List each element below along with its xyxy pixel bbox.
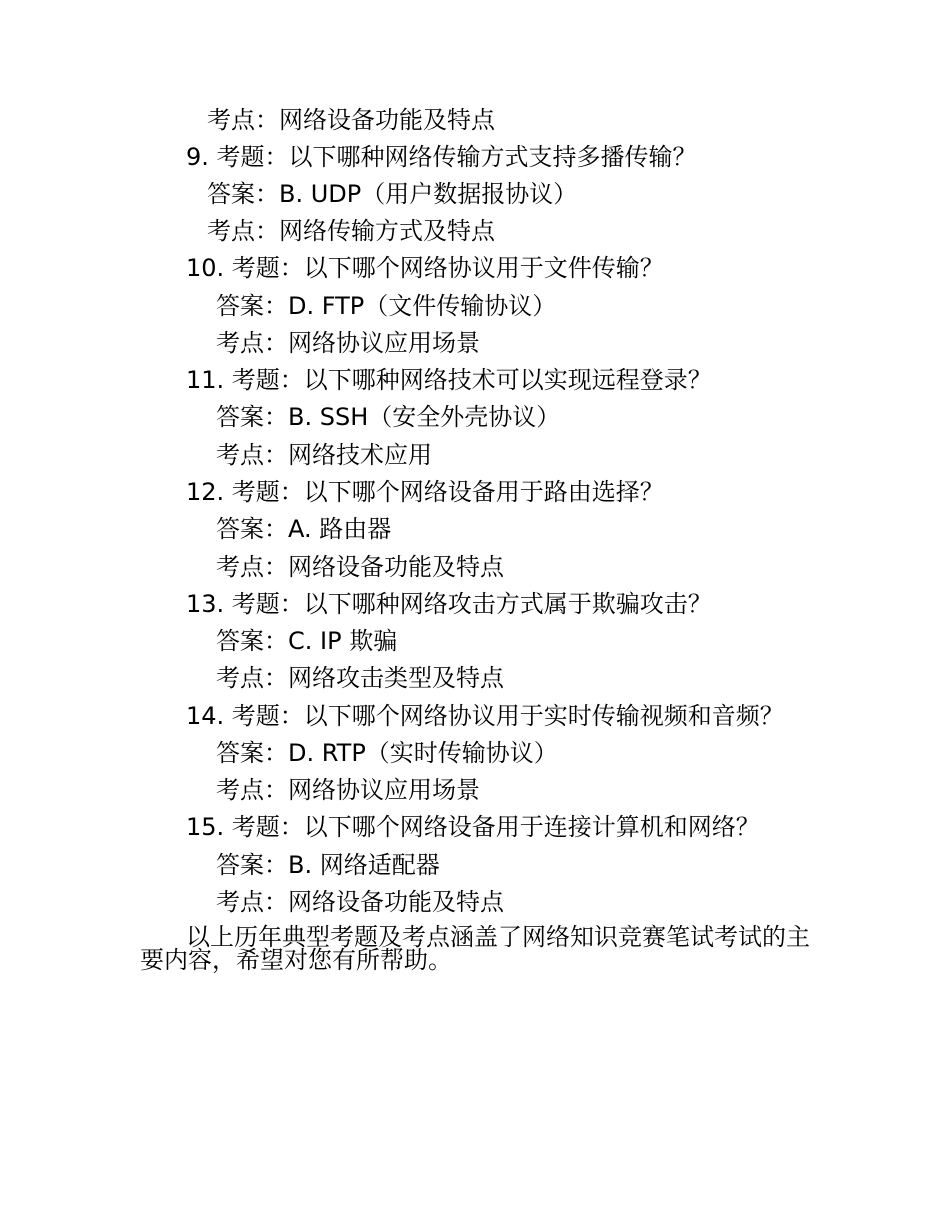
knowledge-point-13: 考点：网络攻击类型及特点	[216, 664, 504, 692]
answer-9: 答案：B. UDP（用户数据报协议）	[207, 180, 578, 208]
question-11: 11. 考题：以下哪种网络技术可以实现远程登录？	[186, 366, 712, 394]
question-15: 15. 考题：以下哪个网络设备用于连接计算机和网络？	[186, 813, 760, 841]
knowledge-point-12: 考点：网络设备功能及特点	[216, 553, 504, 581]
answer-12: 答案：A. 路由器	[216, 515, 392, 543]
answer-14: 答案：D. RTP（实时传输协议）	[216, 739, 558, 767]
answer-10: 答案：D. FTP（文件传输协议）	[216, 292, 557, 320]
closing-paragraph: 以上历年典型考题及考点涵盖了网络知识竞赛笔试考试的主要内容，希望对您有所帮助。	[140, 923, 810, 974]
answer-11: 答案：B. SSH（安全外壳协议）	[216, 403, 561, 431]
knowledge-point-10: 考点：网络协议应用场景	[216, 329, 480, 357]
question-10: 10. 考题：以下哪个网络协议用于文件传输？	[186, 254, 664, 282]
question-12: 12. 考题：以下哪个网络设备用于路由选择？	[186, 478, 664, 506]
question-9: 9. 考题：以下哪种网络传输方式支持多播传输？	[186, 143, 697, 171]
knowledge-point-line: 考点：网络设备功能及特点	[207, 106, 495, 134]
knowledge-point-14: 考点：网络协议应用场景	[216, 776, 480, 804]
knowledge-point-11: 考点：网络技术应用	[216, 441, 432, 469]
answer-13: 答案：C. IP 欺骗	[216, 627, 398, 655]
question-13: 13. 考题：以下哪种网络攻击方式属于欺骗攻击？	[186, 590, 712, 618]
question-14: 14. 考题：以下哪个网络协议用于实时传输视频和音频？	[186, 702, 784, 730]
knowledge-point-15: 考点：网络设备功能及特点	[216, 888, 504, 916]
knowledge-point-9: 考点：网络传输方式及特点	[207, 217, 495, 245]
answer-15: 答案：B. 网络适配器	[216, 851, 440, 879]
